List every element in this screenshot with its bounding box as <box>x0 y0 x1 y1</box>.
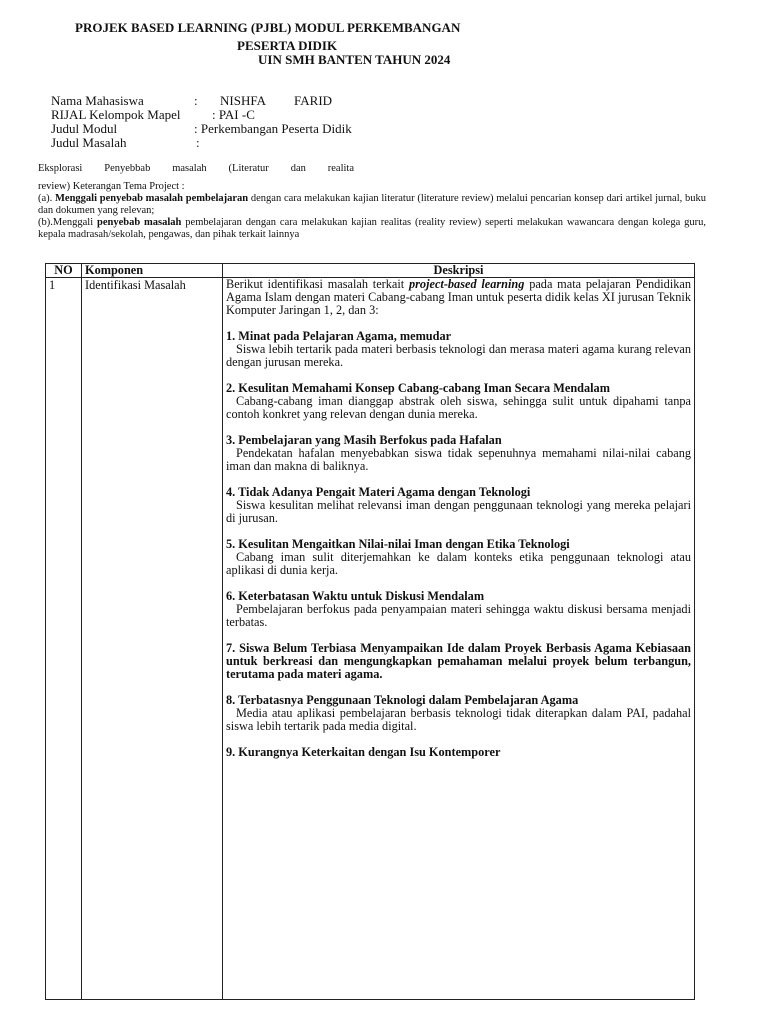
item-6-body: Pembelajaran berfokus pada penyampaian materi sehingga waktu diskusi bersama menjadi terbatas. <box>226 602 691 629</box>
explore-point-b <box>38 217 706 241</box>
table-row <box>46 278 695 1000</box>
item-8-body: Media atau aplikasi pembelajaran berbasis teknologi tidak diterapkan dalam PAI, padahal siswa lebih tertarik pada media digital. <box>226 706 691 733</box>
item-3-body: Pendekatan hafalan menyebabkan siswa tidak sepenuhnya memahami nilai-nilai cabang iman dan makna di baliknya. <box>226 446 691 473</box>
point-b-bold: penyebab masalah <box>97 217 182 228</box>
item-2-title: 2. Kesulitan Memahami Konsep Cabang-cabang Iman Secara Mendalam <box>226 381 610 395</box>
point-b-prefix: (b).Menggali <box>38 217 97 228</box>
row-komponen: Identifikasi Masalah <box>82 278 223 1000</box>
item-4-title: 4. Tidak Adanya Pengait Materi Agama dengan Teknologi <box>226 485 531 499</box>
intro-paragraph <box>226 278 691 317</box>
nama-first: NISHFA <box>220 93 266 108</box>
point-a-bold: Menggali penyebab masalah pembelajaran <box>55 193 249 204</box>
nama-colon: : <box>194 93 198 108</box>
item-4-body: Siswa kesulitan melihat relevansi iman dengan penggunaan teknologi yang mereka pelajari di jurusan. <box>226 498 691 525</box>
point-a-rest: dengan cara melakukan kajian literatur (literature review) melalui pencarian konsep dari artikel jurnal, buku dan dokumen yang relevan; <box>38 193 706 216</box>
item-1-body: Siswa lebih tertarik pada materi berbasis teknologi dan merasa materi agama kurang relevan dengan jurusan mereka. <box>226 342 691 369</box>
info-masalah-row <box>51 135 451 151</box>
point-a-prefix: (a). <box>38 193 56 204</box>
item-3-title: 3. Pembelajaran yang Masih Berfokus pada Hafalan <box>226 433 502 447</box>
header-komponen: Komponen <box>82 264 223 278</box>
masalah-colon: : <box>196 135 200 150</box>
explore-point-a <box>38 193 706 217</box>
nama-label: Nama Mahasiswa <box>51 93 144 108</box>
modul-label: Judul Modul <box>51 121 118 136</box>
modul-value: : Perkembangan Peserta Didik <box>194 121 352 136</box>
item-6-title: 6. Keterbatasan Waktu untuk Diskusi Mendalam <box>226 589 485 603</box>
header-no: NO <box>46 264 82 278</box>
intro-emphasis: project-based learning <box>408 277 525 291</box>
explore-line-2: review) Keterangan Tema Project : <box>38 181 185 192</box>
row-deskripsi <box>223 278 695 1000</box>
identification-table <box>45 263 695 1000</box>
point-b-rest: pembelajaran dengan cara melakukan kajian realitas (reality review) seperti melakukan wawancara dengan kolega guru, kepala madrasah/sekolah, pengawas, dan pihak terkait lainnya <box>38 217 706 240</box>
description-body <box>226 278 691 759</box>
table-header-row <box>46 264 695 278</box>
explore-line-1: Eksplorasi Penyebbab masalah (Literatur dan realita <box>38 163 354 174</box>
doc-title-line-2: PESERTA DIDIK <box>237 38 338 53</box>
nama-last: FARID <box>294 93 333 108</box>
item-8-title: 8. Terbatasnya Penggunaan Teknologi dalam Pembelajaran Agama <box>226 693 579 707</box>
item-7-title: 7. Siswa Belum Terbiasa Menyampaikan Ide dalam Proyek Berbasis Agama Kebiasaan untuk berkreasi dan mengungkapkan pemahaman melalui proyek belum terbangun, terutama pada materi agama. <box>226 641 691 681</box>
kelompok-value: : PAI -C <box>212 107 255 122</box>
intro-text-c: pada mata pelajaran Pendidikan Agama Islam dengan materi Cabang-cabang Iman untuk peserta didik kelas XI jurusan Teknik Komputer Jaringan 1, 2, dan 3: <box>226 277 691 317</box>
header-deskripsi: Deskripsi <box>223 264 695 278</box>
item-9-title: 9. Kurangnya Keterkaitan dengan Isu Kontemporer <box>226 745 501 759</box>
item-2-body: Cabang-cabang iman dianggap abstrak oleh siswa, sehingga sulit untuk dipahami tanpa contoh konkret yang relevan dengan dunia mereka. <box>226 394 691 421</box>
doc-title-line-1: PROJEK BASED LEARNING (PJBL) MODUL PERKEMBANGAN <box>75 20 461 35</box>
item-5-title: 5. Kesulitan Mengaitkan Nilai-nilai Iman dengan Etika Teknologi <box>226 537 570 551</box>
doc-title-line-3: UIN SMH BANTEN TAHUN 2024 <box>258 52 451 67</box>
item-1-title: 1. Minat pada Pelajaran Agama, memudar <box>226 329 452 343</box>
item-5-body: Cabang iman sulit diterjemahkan ke dalam konteks etika penggunaan teknologi atau aplikasi di dunia kerja. <box>226 550 691 577</box>
intro-text-a: Berikut identifikasi masalah terkait <box>226 277 409 291</box>
row-number: 1 <box>46 278 82 1000</box>
kelompok-label: RIJAL Kelompok Mapel <box>51 107 181 122</box>
masalah-label: Judul Masalah <box>51 135 127 150</box>
